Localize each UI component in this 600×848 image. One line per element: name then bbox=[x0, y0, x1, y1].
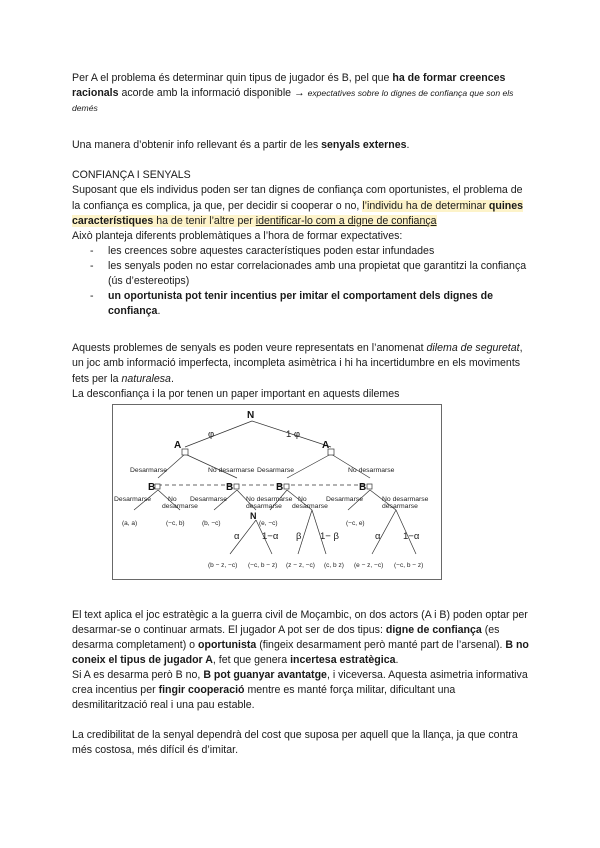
nature-node: N bbox=[247, 410, 255, 421]
one-minus-phi-label: 1 φ bbox=[286, 429, 301, 440]
dilemma-text-2: , un joc amb informació imperfecta, incompleta asimètrica i hi ha incertidumbre en els moviments fets per la bbox=[72, 342, 523, 385]
action-desarmarse: Desarmarse bbox=[114, 496, 152, 503]
asym-bold-1: B pot guanyar avantatge bbox=[203, 669, 327, 682]
payoff: (z − z, −c) bbox=[286, 562, 315, 569]
payoff: (a, a) bbox=[122, 520, 138, 527]
action-no-desarmarse: No desarmarse bbox=[246, 496, 293, 503]
action-desarmarse-lc: desarmarse bbox=[292, 503, 328, 510]
asym-text-3: mentre es manté força militar, dificultant una desmilitarització real i una pau estable. bbox=[72, 684, 456, 712]
signals-text-1: Una manera d’obtenir info rellevant és a partir de les bbox=[72, 139, 322, 152]
one-minus-alpha-label: 1−α bbox=[403, 531, 420, 542]
payoff: (e − z, −c) bbox=[354, 562, 384, 569]
player-b-node: B bbox=[148, 482, 156, 493]
trust-underline: identificar-lo com a digne de confiança bbox=[255, 214, 437, 227]
player-a-node: A bbox=[174, 440, 182, 451]
dilemma-text-1: Aquests problemes de senyals es poden veure representats en l’anomenat bbox=[72, 342, 427, 355]
section-heading: CONFIANÇA I SENYALS bbox=[72, 169, 191, 182]
signals-bold: senyals externes bbox=[321, 139, 407, 152]
action-no: No bbox=[298, 496, 307, 503]
payoff: (−c, b − z) bbox=[394, 562, 424, 569]
phi-label: φ bbox=[208, 429, 215, 440]
problems-list bbox=[72, 244, 532, 319]
trust-bold: quines característiques bbox=[72, 199, 524, 227]
intro-bold: ha de formar creences racionals bbox=[72, 72, 506, 100]
signals-text-2: . bbox=[406, 139, 410, 152]
moz-text-4: , fet que genera bbox=[212, 653, 291, 666]
action-desarmarse: Desarmarse bbox=[326, 496, 364, 503]
action-no-desarmarse: No desarmarse bbox=[208, 467, 255, 474]
trust-paragraph bbox=[72, 183, 532, 228]
moz-text-1: El text aplica el joc estratègic a la guerra civil de Moçambic, on dos actors (A i B) poden optar per desarmar-se o continuar armats. El jugador A pot ser de dos tipus: bbox=[72, 608, 528, 636]
asym-bold-2: fingir cooperació bbox=[158, 684, 245, 697]
one-minus-beta-label: 1− β bbox=[320, 531, 339, 542]
list-item-bold: un oportunista pot tenir incentius per imitar el comportament dels dignes de confiança bbox=[108, 290, 493, 318]
action-desarmarse-lc: desarmarse bbox=[162, 503, 198, 510]
asymmetry-paragraph bbox=[72, 668, 532, 713]
dilemma-text-3: . bbox=[170, 372, 174, 385]
intro-text-1: Per A el problema és determinar quin tipus de jugador és B, pel que bbox=[72, 72, 393, 84]
action-no-desarmarse: No desarmarse bbox=[382, 496, 429, 503]
moz-text-3: (fingeix desarmament però manté part de l’arsenal). bbox=[256, 638, 506, 651]
moz-text-5: . bbox=[395, 653, 399, 666]
intro-text-2: acorde amb la informació disponible → bbox=[118, 87, 308, 100]
list-item: - les creences sobre aquestes característiques poden estar infundades bbox=[90, 244, 532, 259]
asym-text-1: Si A es desarma però B no, bbox=[72, 669, 204, 682]
game-tree-diagram bbox=[112, 404, 442, 580]
moz-bold-1: digne de confiança bbox=[385, 623, 482, 636]
dilemma-italic-2: naturalesa bbox=[121, 372, 171, 385]
moz-text-2: (es desarma completament) o bbox=[72, 623, 500, 651]
dilemma-italic-1: dilema de seguretat bbox=[426, 342, 520, 355]
problems-intro: Això planteja diferents problemàtiques a l’hora de formar expectatives: bbox=[72, 229, 403, 242]
player-b-node: B bbox=[226, 482, 234, 493]
payoff: (−c, e) bbox=[346, 520, 365, 527]
action-no: No bbox=[168, 496, 177, 503]
alpha-label: α bbox=[375, 531, 381, 542]
moz-bold-2: oportunista bbox=[198, 638, 257, 651]
action-desarmarse-lc: desarmarse bbox=[382, 503, 418, 510]
action-no-desarmarse: No desarmarse bbox=[348, 467, 395, 474]
moz-bold-4: incertesa estratègica bbox=[290, 653, 396, 666]
alpha-label: α bbox=[234, 531, 240, 542]
intro-note: expectatives sobre lo dignes de confiança que son els demés bbox=[72, 88, 514, 114]
mozambique-paragraph bbox=[72, 608, 532, 668]
action-desarmarse: Desarmarse bbox=[130, 467, 168, 474]
list-item: - les senyals poden no estar correlacionades amb una propietat que garantitzi la confiança (ús d’estereotips) bbox=[90, 259, 532, 289]
player-b-node: B bbox=[276, 482, 284, 493]
payoff: (b, −c) bbox=[202, 520, 221, 527]
beta-label: β bbox=[296, 531, 302, 542]
asym-text-2: , i viceversa. Aquesta asimetria informativa crea incentius per bbox=[72, 669, 528, 697]
dilemma-paragraph bbox=[72, 341, 532, 386]
player-a-node: A bbox=[322, 440, 330, 451]
trust-highlight-text: l’individu ha de determinar bbox=[362, 199, 489, 212]
payoff: (b − z, −c) bbox=[208, 562, 238, 569]
player-b-node: B bbox=[359, 482, 367, 493]
dilemma-fear: La desconfiança i la por tenen un paper important en aquests dilemes bbox=[72, 387, 400, 400]
payoff: (c, b z) bbox=[324, 562, 344, 569]
action-desarmarse: Desarmarse bbox=[257, 467, 295, 474]
moz-bold-3: B no coneix el tipus de jugador A bbox=[72, 638, 529, 666]
signals-paragraph bbox=[72, 138, 532, 153]
action-desarmarse-lc: desarmarse bbox=[246, 503, 282, 510]
list-item-end: . bbox=[157, 305, 161, 318]
one-minus-alpha-label: 1−α bbox=[262, 531, 279, 542]
intro-paragraph bbox=[72, 71, 532, 116]
payoff: (e, −c) bbox=[259, 520, 278, 527]
payoff: (−c, b − z) bbox=[248, 562, 278, 569]
trust-text-2: ha de tenir l’altre per bbox=[153, 214, 256, 227]
action-desarmarse: Desarmarse bbox=[190, 496, 228, 503]
payoff: (−c, b) bbox=[166, 520, 185, 527]
list-item bbox=[90, 289, 532, 319]
trust-text-1: Suposant que els individus poden ser tan dignes de confiança com oportunistes, el problema de la confiança es complica, ja que, per decidir si cooperar o no, bbox=[72, 184, 523, 212]
nature-node: N bbox=[250, 511, 257, 521]
credibility-paragraph: La credibilitat de la senyal dependrà del cost que suposa per aquell que la llança, ja que contra més costosa, més difícil és d’imitar. bbox=[72, 729, 518, 757]
game-tree-figure bbox=[112, 404, 442, 580]
